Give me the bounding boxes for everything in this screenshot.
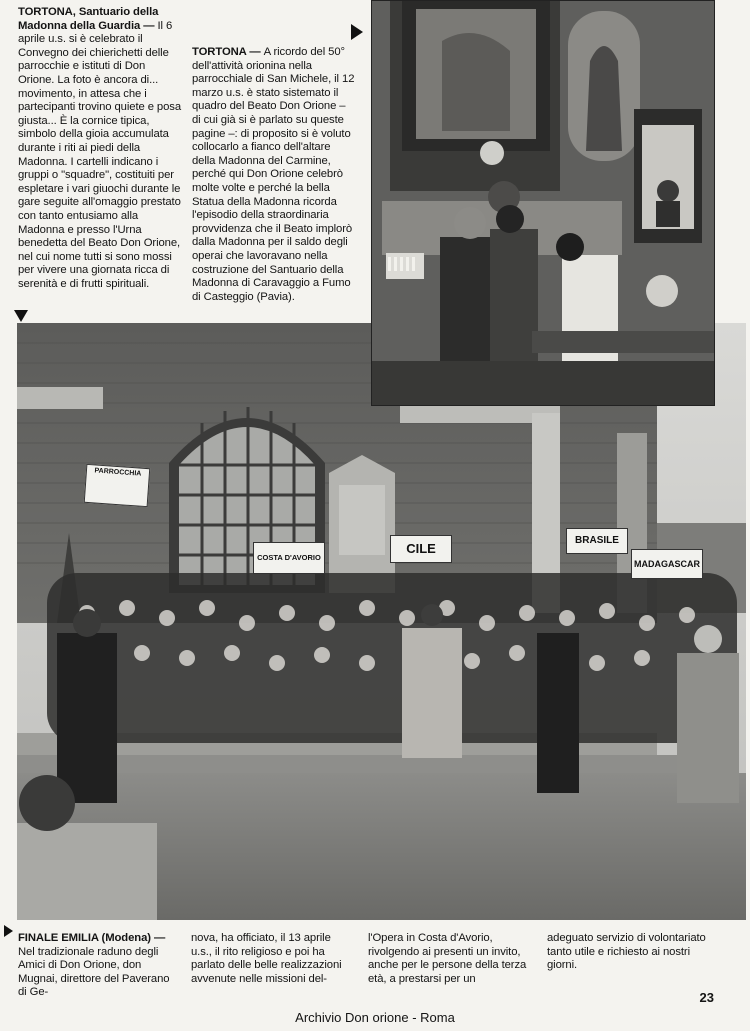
arrow-down-icon [14,310,28,322]
sign-costa-davorio: COSTA D'AVORIO [253,542,325,574]
arrow-right-icon [351,24,363,40]
caption-dash: — [246,46,264,58]
caption-body: Il 6 aprile u.s. si è celebrato il Convegno dei chierichetti delle parrocchie e istituti di Don Orione. La foto è ancora di... movimento, in attesa che i partecipanti trovino quiete e posa giusta... È la cornice tipica, simbolo della gioia accumulata durante i riti ai piedi della Madonna. I cartelli indicano i gruppi o "squadre", costituiti per espletare i vari giuochi durante le gare seguite all'omaggio prestato con tanto entusiamo alla Madonna e presso l'Urna benedetta del Beato Don Orione, nel cui nome tutti si sono mossi per vivere una giornata ricca di serenità e di frutti spirituali. [18,19,182,290]
photo-group-sanctuary [17,323,746,920]
sign-brasile: BRASILE [566,528,628,554]
caption-body: Nel tradizionale raduno degli Amici di Don Orione, don Mugnai, direttore del Paverano di Ge- [18,945,170,999]
caption-tortona-san-michele [192,46,356,304]
caption-finale-emilia-col1 [18,932,174,1000]
caption-finale-emilia-col4: adeguato servizio di volontariato tanto utile e richiesto ai nostri giorni. [547,932,706,972]
sign-madagascar: MADAGASCAR [631,549,703,579]
caption-heading: FINALE EMILIA (Modena) [18,932,151,944]
sign-parrocchia: PARROCCHIA [84,464,151,507]
caption-heading: TORTONA, Santuario della Madonna della Guardia [18,6,159,32]
caption-tortona-guardia [18,6,182,291]
caption-finale-emilia-col3: l'Opera in Costa d'Avorio, rivolgendo ai presenti un invito, anche per le persone della terza età, a prestarsi per un [368,932,527,985]
caption-heading: TORTONA [192,46,247,58]
caption-body: A ricordo del 50° dell'attività orionina nella parrocchiale di San Michele, il 12 marzo u.s. è stato sistemato il quadro del Beato Don Orione – di cui già si è parlato su queste pagine –: di proposito si è voluto collocarlo a fianco dell'altare della Madonna del Carmine, perché qui Don Orione celebrò molte volte e perché la bella Statua della Madonna ricorda l'episodio della straordinaria provvidenza che il Beato implorò dalla Madonna per il saldo degli operai che lavoravano nella costruzione del Santuario della Madonna di Caravaggio a Fumo di Casteggio (Pavia). [192,46,355,303]
photo-church-drawing [372,1,714,405]
photo-church-interior [371,0,715,406]
page-number: 23 [699,990,714,1005]
caption-finale-emilia-col2: nova, ha officiato, il 13 aprile u.s., il rito religioso e poi ha parlato delle belle realizzazioni avvenute nelle missioni del- [191,932,342,985]
arrow-right-icon [4,925,13,937]
caption-dash: — [140,19,158,32]
photo-group-drawing [17,323,746,920]
sign-cile: CILE [390,535,452,563]
archive-footer: Archivio Don orione - Roma [295,1010,455,1025]
caption-dash: — [150,932,166,944]
